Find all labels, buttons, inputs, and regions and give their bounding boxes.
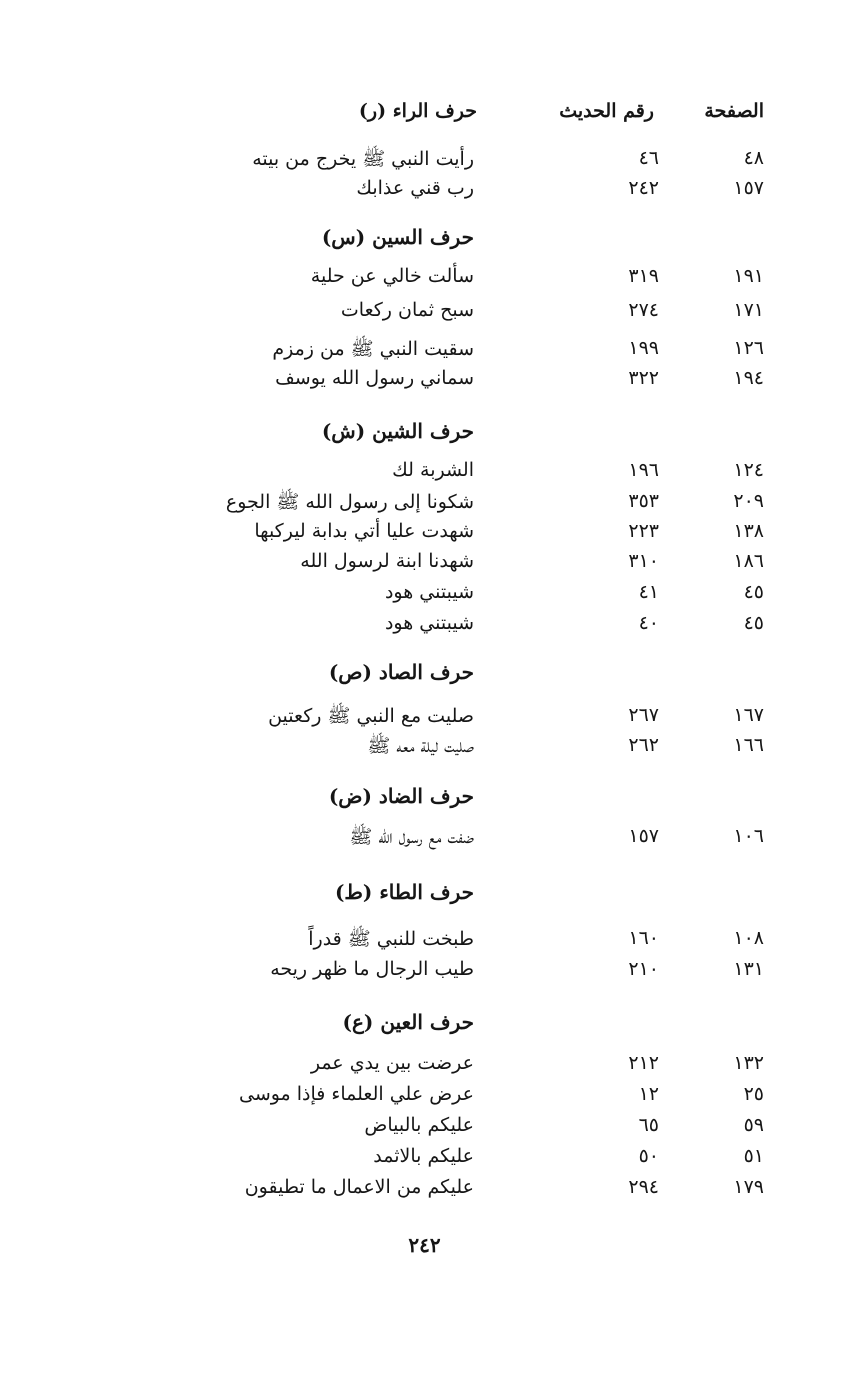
hadith-opening: شيبتني هود bbox=[384, 581, 474, 603]
hadith-opening: صليت مع النبي ﷺ ركعتين bbox=[268, 705, 474, 727]
index-row bbox=[0, 734, 849, 766]
page-number: ٤٨ bbox=[743, 147, 764, 169]
page-number: ٥٩ bbox=[743, 1114, 764, 1136]
hadith-number: ٢١٢ bbox=[628, 1052, 659, 1074]
page-number: ٤٥ bbox=[743, 581, 764, 603]
index-row bbox=[0, 299, 849, 331]
hadith-opening: رأيت النبي ﷺ يخرج من بيته bbox=[252, 148, 474, 170]
page-number: ١٣٢ bbox=[733, 1052, 764, 1074]
page-column-header: الصفحة bbox=[704, 100, 764, 122]
hadith-opening: طيب الرجال ما ظهر ريحه bbox=[270, 958, 474, 980]
section-heading bbox=[0, 225, 849, 257]
hadith-number: ١٦٠ bbox=[628, 927, 659, 949]
index-row bbox=[0, 265, 849, 297]
index-row bbox=[0, 459, 849, 491]
index-row bbox=[0, 490, 849, 522]
index-row bbox=[0, 927, 849, 959]
hadith-opening: شكونا إلى رسول الله ﷺ الجوع bbox=[225, 491, 474, 513]
hadith-opening: صليت ليلة معه ﷺ bbox=[367, 735, 474, 757]
hadith-opening: عليكم بالبياض bbox=[364, 1114, 474, 1136]
hadith-number: ٣١٠ bbox=[628, 550, 659, 572]
index-row bbox=[0, 612, 849, 644]
page-number: ٢٥ bbox=[743, 1083, 764, 1105]
index-row bbox=[0, 367, 849, 399]
section-title: حرف السين (س) bbox=[321, 225, 474, 249]
hadith-opening: شهدت عليا أتي بدابة ليركبها bbox=[254, 520, 474, 542]
hadith-opening: سبح ثمان ركعات bbox=[340, 299, 474, 321]
hadith-number: ٢٤٢ bbox=[628, 177, 659, 199]
index-row bbox=[0, 550, 849, 582]
index-row bbox=[0, 1052, 849, 1084]
hadith-opening: عليكم بالاثمد bbox=[373, 1145, 474, 1167]
page-number: ١٢٦ bbox=[733, 337, 764, 359]
section-title: حرف الشين (ش) bbox=[321, 419, 474, 443]
section-heading bbox=[0, 660, 849, 692]
index-row bbox=[0, 581, 849, 613]
index-row bbox=[0, 337, 849, 369]
index-row bbox=[0, 147, 849, 179]
page-number: ١٨٦ bbox=[733, 550, 764, 572]
hadith-opening: سقيت النبي ﷺ من زمزم bbox=[272, 338, 474, 360]
index-row bbox=[0, 520, 849, 552]
hadith-opening: سألت خالي عن حلية bbox=[310, 265, 474, 287]
hadith-number: ١٢ bbox=[638, 1083, 659, 1105]
page-number: ١٢٤ bbox=[733, 459, 764, 481]
hadith-number: ٢٧٤ bbox=[628, 299, 659, 321]
page-number: ١٩٤ bbox=[733, 367, 764, 389]
page-number: ١٦٧ bbox=[733, 704, 764, 726]
index-row bbox=[0, 704, 849, 736]
hadith-opening: عرض علي العلماء فإذا موسى bbox=[238, 1083, 474, 1105]
hadith-number: ٢١٠ bbox=[628, 958, 659, 980]
index-row bbox=[0, 1083, 849, 1115]
hadith-number: ١٥٧ bbox=[628, 825, 659, 847]
section-title-ra: حرف الراء (ر) bbox=[358, 100, 477, 122]
hadith-opening: رب قني عذابك bbox=[356, 177, 474, 199]
hadith-opening: عليكم من الاعمال ما تطيقون bbox=[244, 1176, 474, 1198]
index-row bbox=[0, 1114, 849, 1146]
hadith-number: ١٩٩ bbox=[628, 337, 659, 359]
page-number: ٤٥ bbox=[743, 612, 764, 634]
index-row bbox=[0, 1145, 849, 1177]
hadith-opening: ضفت مع رسول الله ﷺ bbox=[349, 826, 474, 848]
section-heading bbox=[0, 784, 849, 816]
hadith-number: ٢٦٢ bbox=[628, 734, 659, 756]
hadith-number: ٥٠ bbox=[638, 1145, 659, 1167]
index-row bbox=[0, 177, 849, 209]
page-number: ٥١ bbox=[743, 1145, 764, 1167]
section-title: حرف الصاد (ص) bbox=[328, 660, 474, 684]
hadith-opening: الشربة لك bbox=[392, 459, 474, 481]
hadith-number: ٤١ bbox=[638, 581, 659, 603]
page-number: ١٣٨ bbox=[733, 520, 764, 542]
section-heading bbox=[0, 419, 849, 451]
page-number: ١٦٦ bbox=[733, 734, 764, 756]
index-row bbox=[0, 958, 849, 990]
hadith-number: ٣١٩ bbox=[628, 265, 659, 287]
section-heading bbox=[0, 880, 849, 912]
hadith-opening: شهدنا ابنة لرسول الله bbox=[300, 550, 474, 572]
page-number: ١٩١ bbox=[733, 265, 764, 287]
hadith-opening: سماني رسول الله يوسف bbox=[275, 367, 474, 389]
hadith-number: ٢٦٧ bbox=[628, 704, 659, 726]
hadith-number: ٤٠ bbox=[638, 612, 659, 634]
page-number: ١٥٧ bbox=[733, 177, 764, 199]
index-row bbox=[0, 825, 849, 857]
hadith-opening: شيبتني هود bbox=[384, 612, 474, 634]
hadith-number: ٣٥٣ bbox=[628, 490, 659, 512]
section-title: حرف الضاد (ض) bbox=[328, 784, 474, 808]
hadith-number: ١٩٦ bbox=[628, 459, 659, 481]
page-number-footer: ٢٤٢ bbox=[408, 1233, 441, 1257]
page-number: ١٧١ bbox=[733, 299, 764, 321]
index-row bbox=[0, 1176, 849, 1208]
page-number: ١٠٦ bbox=[733, 825, 764, 847]
hadith-opening: عرضت بين يدي عمر bbox=[310, 1052, 474, 1074]
section-heading bbox=[0, 1010, 849, 1042]
section-title: حرف الطاء (ط) bbox=[334, 880, 474, 904]
hadith-number: ٤٦ bbox=[638, 147, 659, 169]
page-number: ١٠٨ bbox=[733, 927, 764, 949]
hadith-number-column-header: رقم الحديث bbox=[559, 100, 654, 122]
hadith-number: ٢٢٣ bbox=[628, 520, 659, 542]
hadith-number: ٦٥ bbox=[638, 1114, 659, 1136]
page-number: ٢٠٩ bbox=[733, 490, 764, 512]
hadith-opening: طبخت للنبي ﷺ قدراً bbox=[308, 928, 474, 950]
section-title: حرف العين (ع) bbox=[342, 1010, 474, 1034]
hadith-number: ٢٩٤ bbox=[628, 1176, 659, 1198]
hadith-number: ٣٢٢ bbox=[628, 367, 659, 389]
page-number: ١٧٩ bbox=[733, 1176, 764, 1198]
page-number: ١٣١ bbox=[733, 958, 764, 980]
